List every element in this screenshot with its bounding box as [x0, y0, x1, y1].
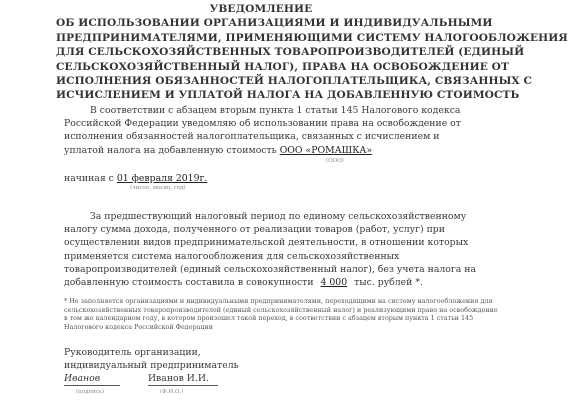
para2-line-3: осуществлении видов предпринимательской деятельности, в отношении которых [64, 237, 469, 249]
signer-name: Иванов И.И. [148, 372, 218, 386]
para2-line-1: За предшествующий налоговый период по единому сельскохозяйственному [90, 211, 467, 222]
signer-title-line-2: индивидуальный предприниматель [64, 360, 239, 371]
footnote-line-4: Налогового кодекса Российской Федерации [64, 322, 214, 331]
signature-caption: (подпись) [76, 389, 105, 395]
start-date-prefix: начиная с [64, 173, 114, 184]
title-line-1: УВЕДОМЛЕНИЕ [209, 3, 313, 15]
title-line-7: ИСЧИСЛЕНИЕМ И УПЛАТОЙ НАЛОГА НА ДОБАВЛЕННУЮ СТОИМОСТЬ [56, 89, 520, 102]
para2-line-2: налогу сумма дохода, полученного от реализации товаров (работ, услуг) при [64, 224, 445, 236]
company-name: ООО «РОМАШКА» [279, 144, 373, 156]
name-caption: (Ф.И.О.) [160, 389, 184, 395]
para1-line-3: исполнения обязанностей налогоплательщика, связанных с исчислением и [64, 131, 440, 143]
revenue-amount: 4 000 [320, 277, 348, 289]
title-line-3: ПРЕДПРИНИМАТЕЛЯМИ, ПРИМЕНЯЮЩИМИ СИСТЕМУ НАЛОГООБЛОЖЕНИЯ [56, 31, 568, 44]
para2-line-6 [64, 276, 462, 289]
footnote-line-3: в том же календарном году, в котором произошел такой переход, в соответствии с абзацем вторым пункта 1 статьи 145 [64, 314, 474, 323]
revenue-paragraph [64, 210, 477, 289]
title-line-4: ДЛЯ СЕЛЬСКОХОЗЯЙСТВЕННЫХ ТОВАРОПРОИЗВОДИТЕЛЕЙ (ЕДИНЫЙ [56, 46, 525, 59]
handwritten-signature: Иванов [64, 372, 120, 386]
document-title [56, 2, 568, 103]
para1-line-2: Российской Федерации уведомляю об использовании права на освобождение от [64, 118, 461, 130]
para1-line-4-prefix: уплатой налога на добавленную стоимость [64, 144, 277, 156]
title-line-2: ОБ ИСПОЛЬЗОВАНИИ ОРГАНИЗАЦИЯМИ И ИНДИВИДУАЛЬНЫМИ [56, 17, 493, 30]
notice-paragraph [64, 104, 462, 157]
para2-line-6-suffix: тыс. рублей *. [354, 277, 423, 289]
para1-line-1: В соответствии с абзацем вторым пункта 1 статьи 145 Налогового кодекса [90, 105, 461, 116]
title-line-6: ИСПОЛНЕНИЯ ОБЯЗАННОСТЕЙ НАЛОГОПЛАТЕЛЬЩИКА, СВЯЗАННЫХ С [56, 75, 533, 88]
date-caption: (число, месяц, год) [130, 185, 186, 191]
signer-title-line-1: Руководитель организации, [64, 347, 201, 358]
para2-line-5: товаропроизводителей (единый сельскохозяйственный налог), без учета налога на [64, 263, 477, 275]
start-date: 01 февраля 2019г. [116, 173, 208, 184]
footnote-line-2: сельскохозяйственных товаропроизводителей (единый сельскохозяйственный налог) и реализующими право на освобождение [64, 305, 498, 314]
company-caption: (ООО) [326, 158, 344, 164]
signature-row [64, 372, 218, 386]
title-line-5: СЕЛЬСКОХОЗЯЙСТВЕННЫЙ НАЛОГ), ПРАВА НА ОСВОБОЖДЕНИЕ ОТ [56, 60, 509, 73]
para2-line-6-prefix: добавленную стоимость составила в совокупности [64, 277, 314, 289]
para1-line-4 [64, 144, 462, 157]
footnote [64, 297, 498, 331]
para2-line-4: применяется система налогообложения для сельскохозяйственных [64, 250, 400, 262]
footnote-line-1: * Не заполняется организациями и индивидуальными предпринимателями, переходящими на систему налогообложения для [64, 297, 493, 305]
signer-title [64, 346, 239, 372]
start-date-line [64, 172, 462, 185]
